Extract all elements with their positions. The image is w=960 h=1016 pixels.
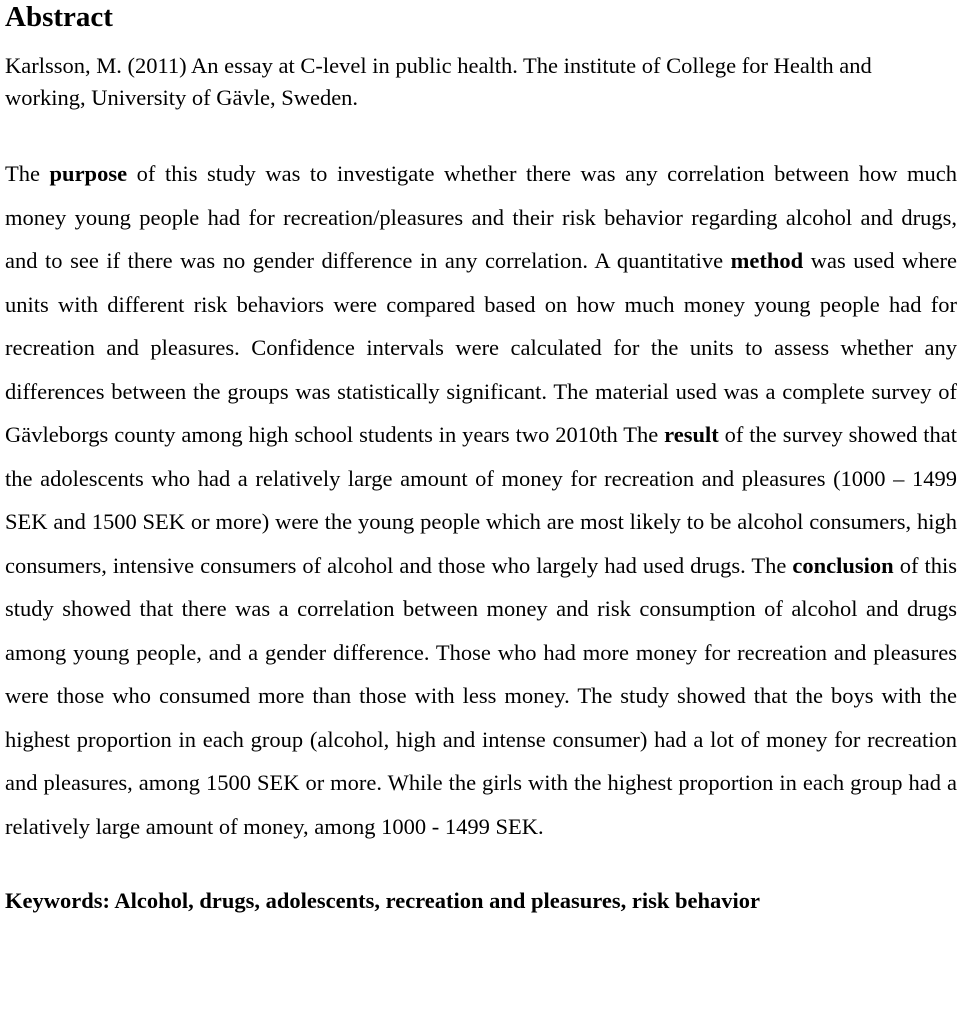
keyword-result: result: [664, 422, 719, 447]
keywords-line: Keywords: Alcohol, drugs, adolescents, recreation and pleasures, risk behavior: [5, 888, 761, 913]
body-text-segment: of the survey showed that the adolescents who had a relatively large amount of money for recreation and pleasures (1000 – 1499 SEK and 1500 SEK or more) were the young people which are most likely to be alcohol consumers, high consumers, intensive consumers of alcohol and those who largely had used drugs. The: [5, 422, 957, 578]
keyword-conclusion: conclusion: [792, 552, 894, 578]
abstract-heading: Abstract: [5, 1, 113, 33]
abstract-body: [5, 152, 957, 848]
body-text-segment: of this study showed that there was a correlation between money and risk consumption of alcohol and drugs among young people, and a gender difference. Those who had more money for recreation and pleasures were those who consumed more than those with less money. The study showed that the boys with the highest proportion in each group (alcohol, high and intense consumer) had a lot of money for recreation and pleasures, among 1500 SEK or more. While the girls with the highest proportion in each group had a relatively large amount of money, among 1000 - 1499 SEK.: [5, 552, 957, 839]
body-text-segment: was used where units with different risk behaviors were compared based on how much money young people had for recreation and pleasures. Confidence intervals were calculated for the units to assess whether any differences between the groups was statistically significant. The material used was a complete survey of Gävleborgs county among high school students in years two 2010th The: [5, 248, 958, 447]
citation: Karlsson, M. (2011) An essay at C-level in public health. The institute of College for Health and working, University of Gävle, Sweden.: [5, 53, 872, 110]
keyword-method: method: [730, 248, 804, 273]
body-text-segment: The: [5, 161, 50, 186]
body-text-segment: of this study was to investigate whether there was any correlation between how much money young people had for recreation/pleasures and their risk behavior regarding alcohol and drugs, and to see if there was no gender difference in any correlation. A quantitative: [5, 161, 957, 273]
document-page: [5, 0, 957, 916]
keyword-purpose: purpose: [49, 161, 128, 186]
